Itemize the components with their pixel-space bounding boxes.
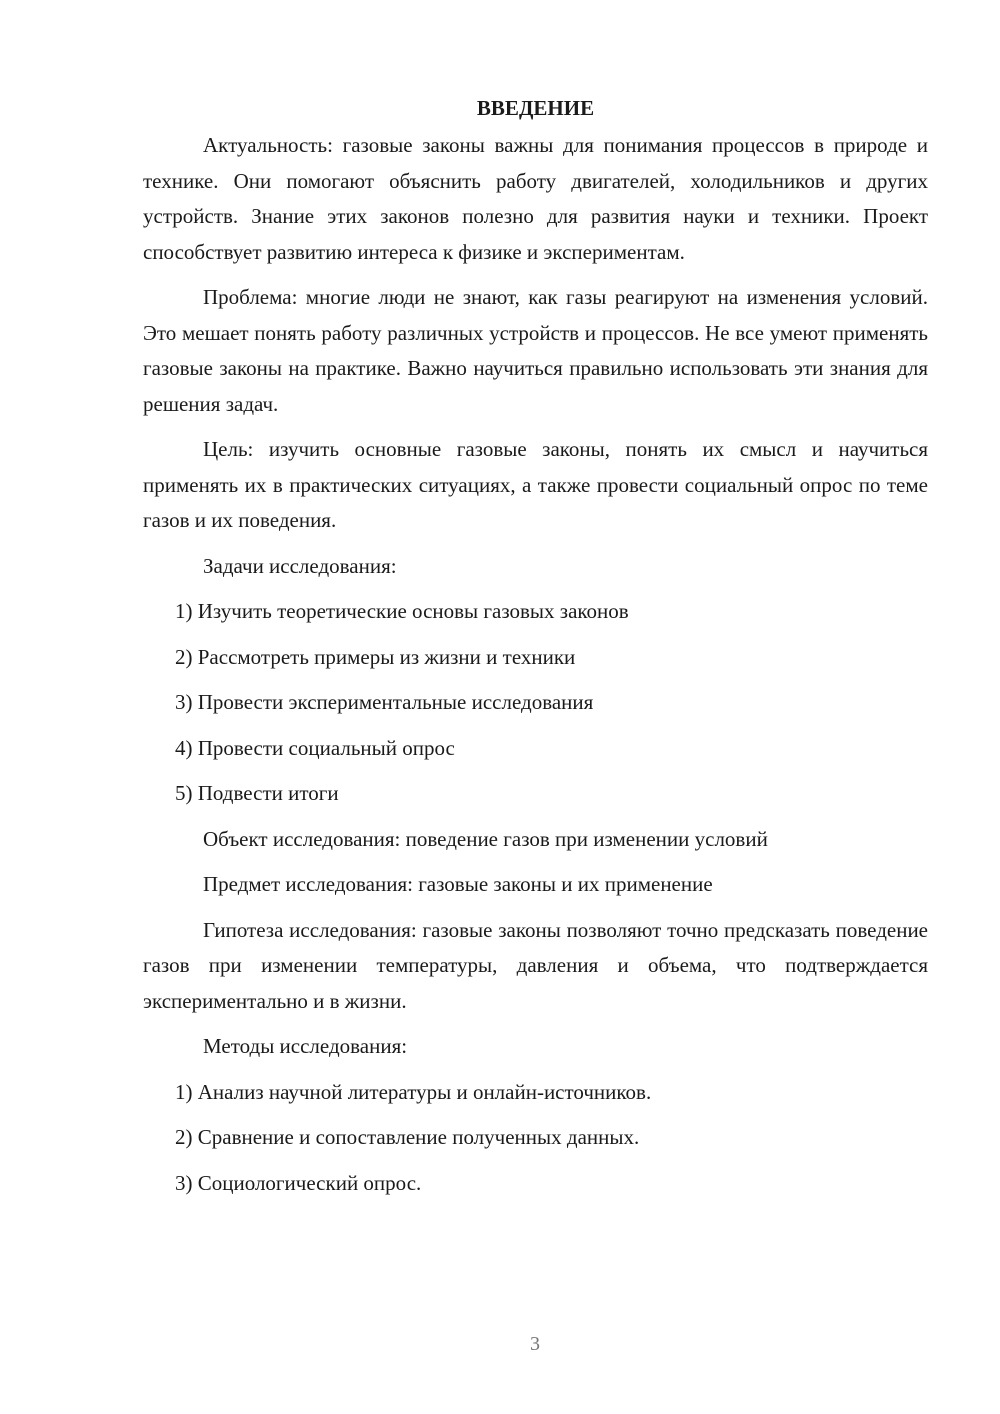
document-page — [143, 90, 928, 1211]
page-number: 3 — [530, 1333, 540, 1355]
tasks-heading: Задачи исследования: — [203, 553, 397, 578]
research-subject: Предмет исследования: газовые законы и их применение — [203, 872, 713, 896]
method-item: 3) Социологический опрос. — [175, 1170, 422, 1195]
task-item: 5) Подвести итоги — [175, 781, 339, 805]
task-item: 4) Провести социальный опрос — [175, 735, 455, 760]
problem-paragraph: Проблема: многие люди не знают, как газы реагируют на изменения условий. Это мешает понять работу различных устройств и процессов. Не все умеют применять газовые законы на практике. Важно научиться правильно использовать эти знания для решения задач. — [143, 285, 928, 416]
hypothesis-paragraph: Гипотеза исследования: газовые законы позволяют точно предсказать поведение газов при изменении температуры, давления и объема, что подтверждается экспериментально и в жизни. — [143, 917, 928, 1013]
section-title: ВВЕДЕНИЕ — [476, 96, 595, 120]
task-item: 1) Изучить теоретические основы газовых законов — [175, 599, 629, 623]
method-item: 1) Анализ научной литературы и онлайн-источников. — [175, 1079, 652, 1104]
task-item: 2) Рассмотреть примеры из жизни и техники — [175, 644, 576, 669]
research-object: Объект исследования: поведение газов при изменении условий — [203, 826, 768, 851]
method-item: 2) Сравнение и сопоставление полученных данных. — [175, 1125, 640, 1149]
task-item: 3) Провести экспериментальные исследования — [175, 690, 594, 714]
relevance-paragraph: Актуальность: газовые законы важны для понимания процессов в природе и технике. Они помогают объяснить работу двигателей, холодильников и других устройств. Знание этих законов полезно для развития науки и техники. Проект способствует развитию интереса к физике и экспериментам. — [143, 133, 928, 264]
goal-paragraph: Цель: изучить основные газовые законы, понять их смысл и научиться применять их в практических ситуациях, а также провести социальный опрос по теме газов и их поведения. — [143, 437, 928, 532]
methods-heading: Методы исследования: — [203, 1034, 408, 1058]
